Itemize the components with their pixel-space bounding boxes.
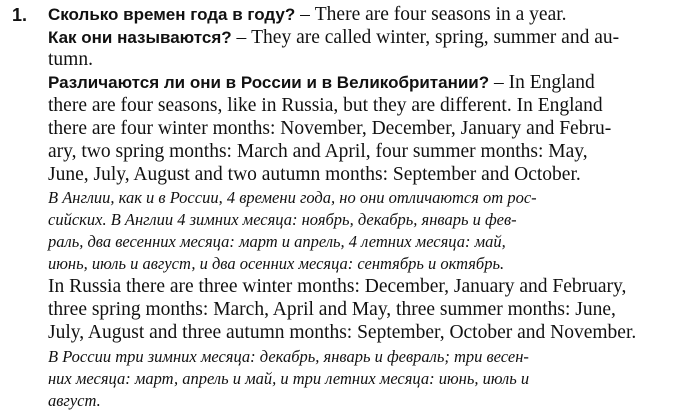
translation-1-line: раль, два весенних месяца: март и апрель, 4 летних месяца: май, [48, 232, 506, 251]
question-line-3 [48, 72, 688, 94]
answer-3-part-1: – In England [494, 72, 595, 93]
question-2: Как они называются? [48, 28, 232, 47]
question-line-1 [48, 4, 688, 26]
answer-2-part-2: tumn. [48, 49, 93, 70]
translation-1-line: В Англии, как и в России, 4 времени года, но они отличаются от рос- [48, 188, 537, 207]
answer-2-part-1: – They are called winter, spring, summer and au- [236, 27, 620, 48]
answer-3-line: ary, two spring months: March and April, four summer months: May, [48, 141, 588, 162]
russia-paragraph-line: three spring months: March, April and May, three summer months: June, [48, 299, 616, 320]
translation-2-line: них месяца: март, апрель и май, и три летних месяца: июнь, июль и [48, 369, 530, 388]
translation-1-line: июнь, июль и август, и два осенних месяца: сентябрь и октябрь. [48, 254, 505, 273]
translation-1-line: сийских. В Англии 4 зимних месяца: ноябрь, декабрь, январь и фев- [48, 210, 517, 229]
russia-paragraph-line: July, August and three autumn months: September, October and November. [48, 322, 637, 343]
exercise-number: 1. [12, 5, 28, 25]
answer-1: – There are four seasons in a year. [300, 4, 567, 25]
question-line-2 [48, 27, 688, 49]
russia-paragraph-line: In Russia there are three winter months: December, January and February, [48, 276, 627, 297]
translation-2-line: август. [48, 391, 101, 410]
translation-2-line: В России три зимних месяца: декабрь, январь и февраль; три весен- [48, 347, 529, 366]
question-1: Сколько времен года в году? [48, 5, 296, 24]
answer-3-line: June, July, August and two autumn months: September and October. [48, 164, 581, 185]
question-3: Различаются ли они в России и в Великобритании? [48, 73, 490, 92]
answer-3-line: there are four winter months: November, December, January and Febru- [48, 118, 612, 139]
answer-3-line: there are four seasons, like in Russia, but they are different. In England [48, 95, 603, 116]
